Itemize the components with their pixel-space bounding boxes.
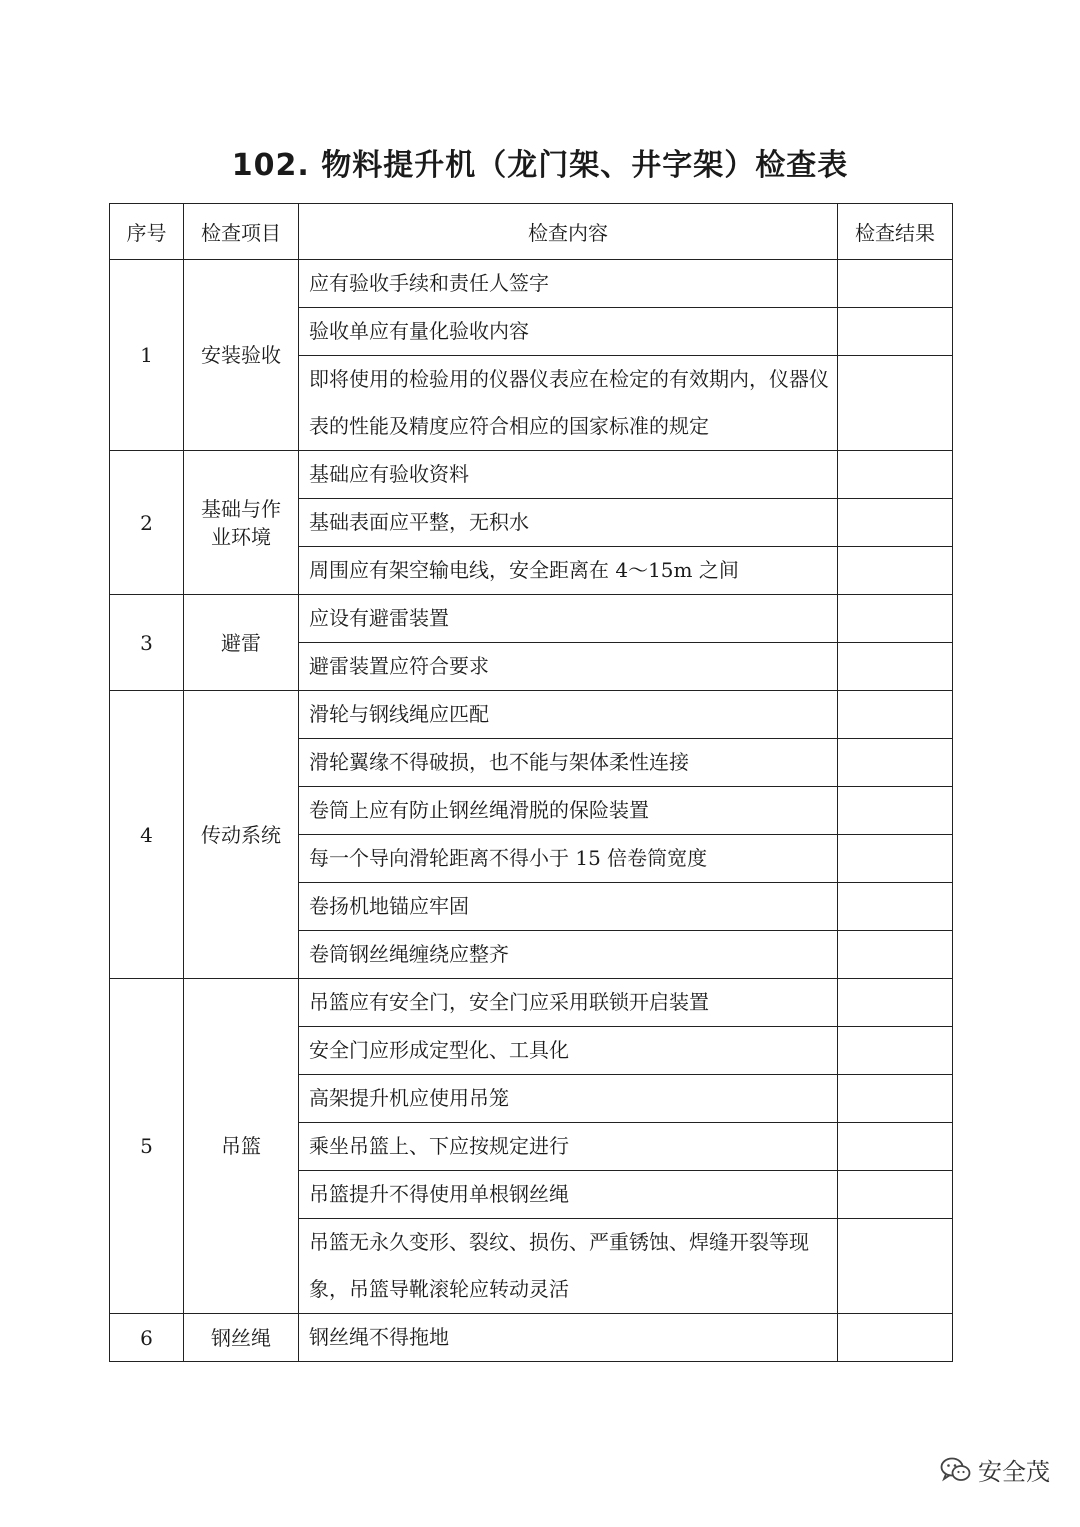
row-number: 2 [110,451,184,595]
check-content: 滑轮翼缘不得破损，也不能与架体柔性连接 [299,739,838,787]
table-row [110,595,953,643]
table-row [110,260,953,308]
check-result-cell[interactable] [838,979,953,1027]
row-number: 3 [110,595,184,691]
table-row [110,451,953,499]
check-content: 卷筒上应有防止钢丝绳滑脱的保险装置 [299,787,838,835]
check-content: 安全门应形成定型化、工具化 [299,1027,838,1075]
check-result-cell[interactable] [838,643,953,691]
check-item: 吊篮 [184,979,299,1314]
check-result-cell[interactable] [838,931,953,979]
check-content: 应有验收手续和责任人签字 [299,260,838,308]
table-row [110,691,953,739]
check-result-cell[interactable] [838,1075,953,1123]
page-title: 102. 物料提升机（龙门架、井字架）检查表 [231,148,849,183]
check-result-cell[interactable] [838,308,953,356]
check-item: 避雷 [184,595,299,691]
table-body [110,260,953,1362]
check-result-cell[interactable] [838,1027,953,1075]
check-result-cell[interactable] [838,835,953,883]
check-item: 安装验收 [184,260,299,451]
table-row [110,979,953,1027]
check-result-cell[interactable] [838,499,953,547]
watermark-text: 安全茂 [978,1458,1050,1486]
check-content: 验收单应有量化验收内容 [299,308,838,356]
wechat-icon [940,1456,972,1484]
check-content: 钢丝绳不得拖地 [299,1314,838,1362]
check-content: 基础应有验收资料 [299,451,838,499]
check-result-cell[interactable] [838,1219,953,1314]
check-result-cell[interactable] [838,787,953,835]
check-result-cell[interactable] [838,451,953,499]
check-result-cell[interactable] [838,1171,953,1219]
table-row [110,1314,953,1362]
check-content: 滑轮与钢线绳应匹配 [299,691,838,739]
header-content: 检查内容 [299,204,838,260]
row-number: 6 [110,1314,184,1362]
header-num: 序号 [110,204,184,260]
table-header-row [110,204,953,260]
check-result-cell[interactable] [838,595,953,643]
header-result: 检查结果 [838,204,953,260]
check-content: 吊篮无永久变形、裂纹、损伤、严重锈蚀、焊缝开裂等现象，吊篮导靴滚轮应转动灵活 [299,1219,838,1314]
check-content: 卷筒钢丝绳缠绕应整齐 [299,931,838,979]
check-result-cell[interactable] [838,691,953,739]
check-item: 基础与作业环境 [184,451,299,595]
check-content: 周围应有架空输电线，安全距离在 4～15m 之间 [299,547,838,595]
check-item: 钢丝绳 [184,1314,299,1362]
check-content: 避雷装置应符合要求 [299,643,838,691]
check-content: 乘坐吊篮上、下应按规定进行 [299,1123,838,1171]
row-number: 1 [110,260,184,451]
check-content: 即将使用的检验用的仪器仪表应在检定的有效期内，仪器仪表的性能及精度应符合相应的国家标准的规定 [299,356,838,451]
check-content: 卷扬机地锚应牢固 [299,883,838,931]
inspection-table [109,203,953,1362]
check-content: 高架提升机应使用吊笼 [299,1075,838,1123]
check-result-cell[interactable] [838,547,953,595]
check-item: 传动系统 [184,691,299,979]
check-content: 应设有避雷装置 [299,595,838,643]
check-result-cell[interactable] [838,356,953,451]
check-content: 每一个导向滑轮距离不得小于 15 倍卷筒宽度 [299,835,838,883]
check-result-cell[interactable] [838,260,953,308]
check-content: 吊篮提升不得使用单根钢丝绳 [299,1171,838,1219]
header-item: 检查项目 [184,204,299,260]
check-result-cell[interactable] [838,1123,953,1171]
check-result-cell[interactable] [838,739,953,787]
watermark [940,1452,1050,1487]
row-number: 5 [110,979,184,1314]
check-result-cell[interactable] [838,883,953,931]
row-number: 4 [110,691,184,979]
check-result-cell[interactable] [838,1314,953,1362]
check-content: 基础表面应平整，无积水 [299,499,838,547]
check-content: 吊篮应有安全门，安全门应采用联锁开启装置 [299,979,838,1027]
